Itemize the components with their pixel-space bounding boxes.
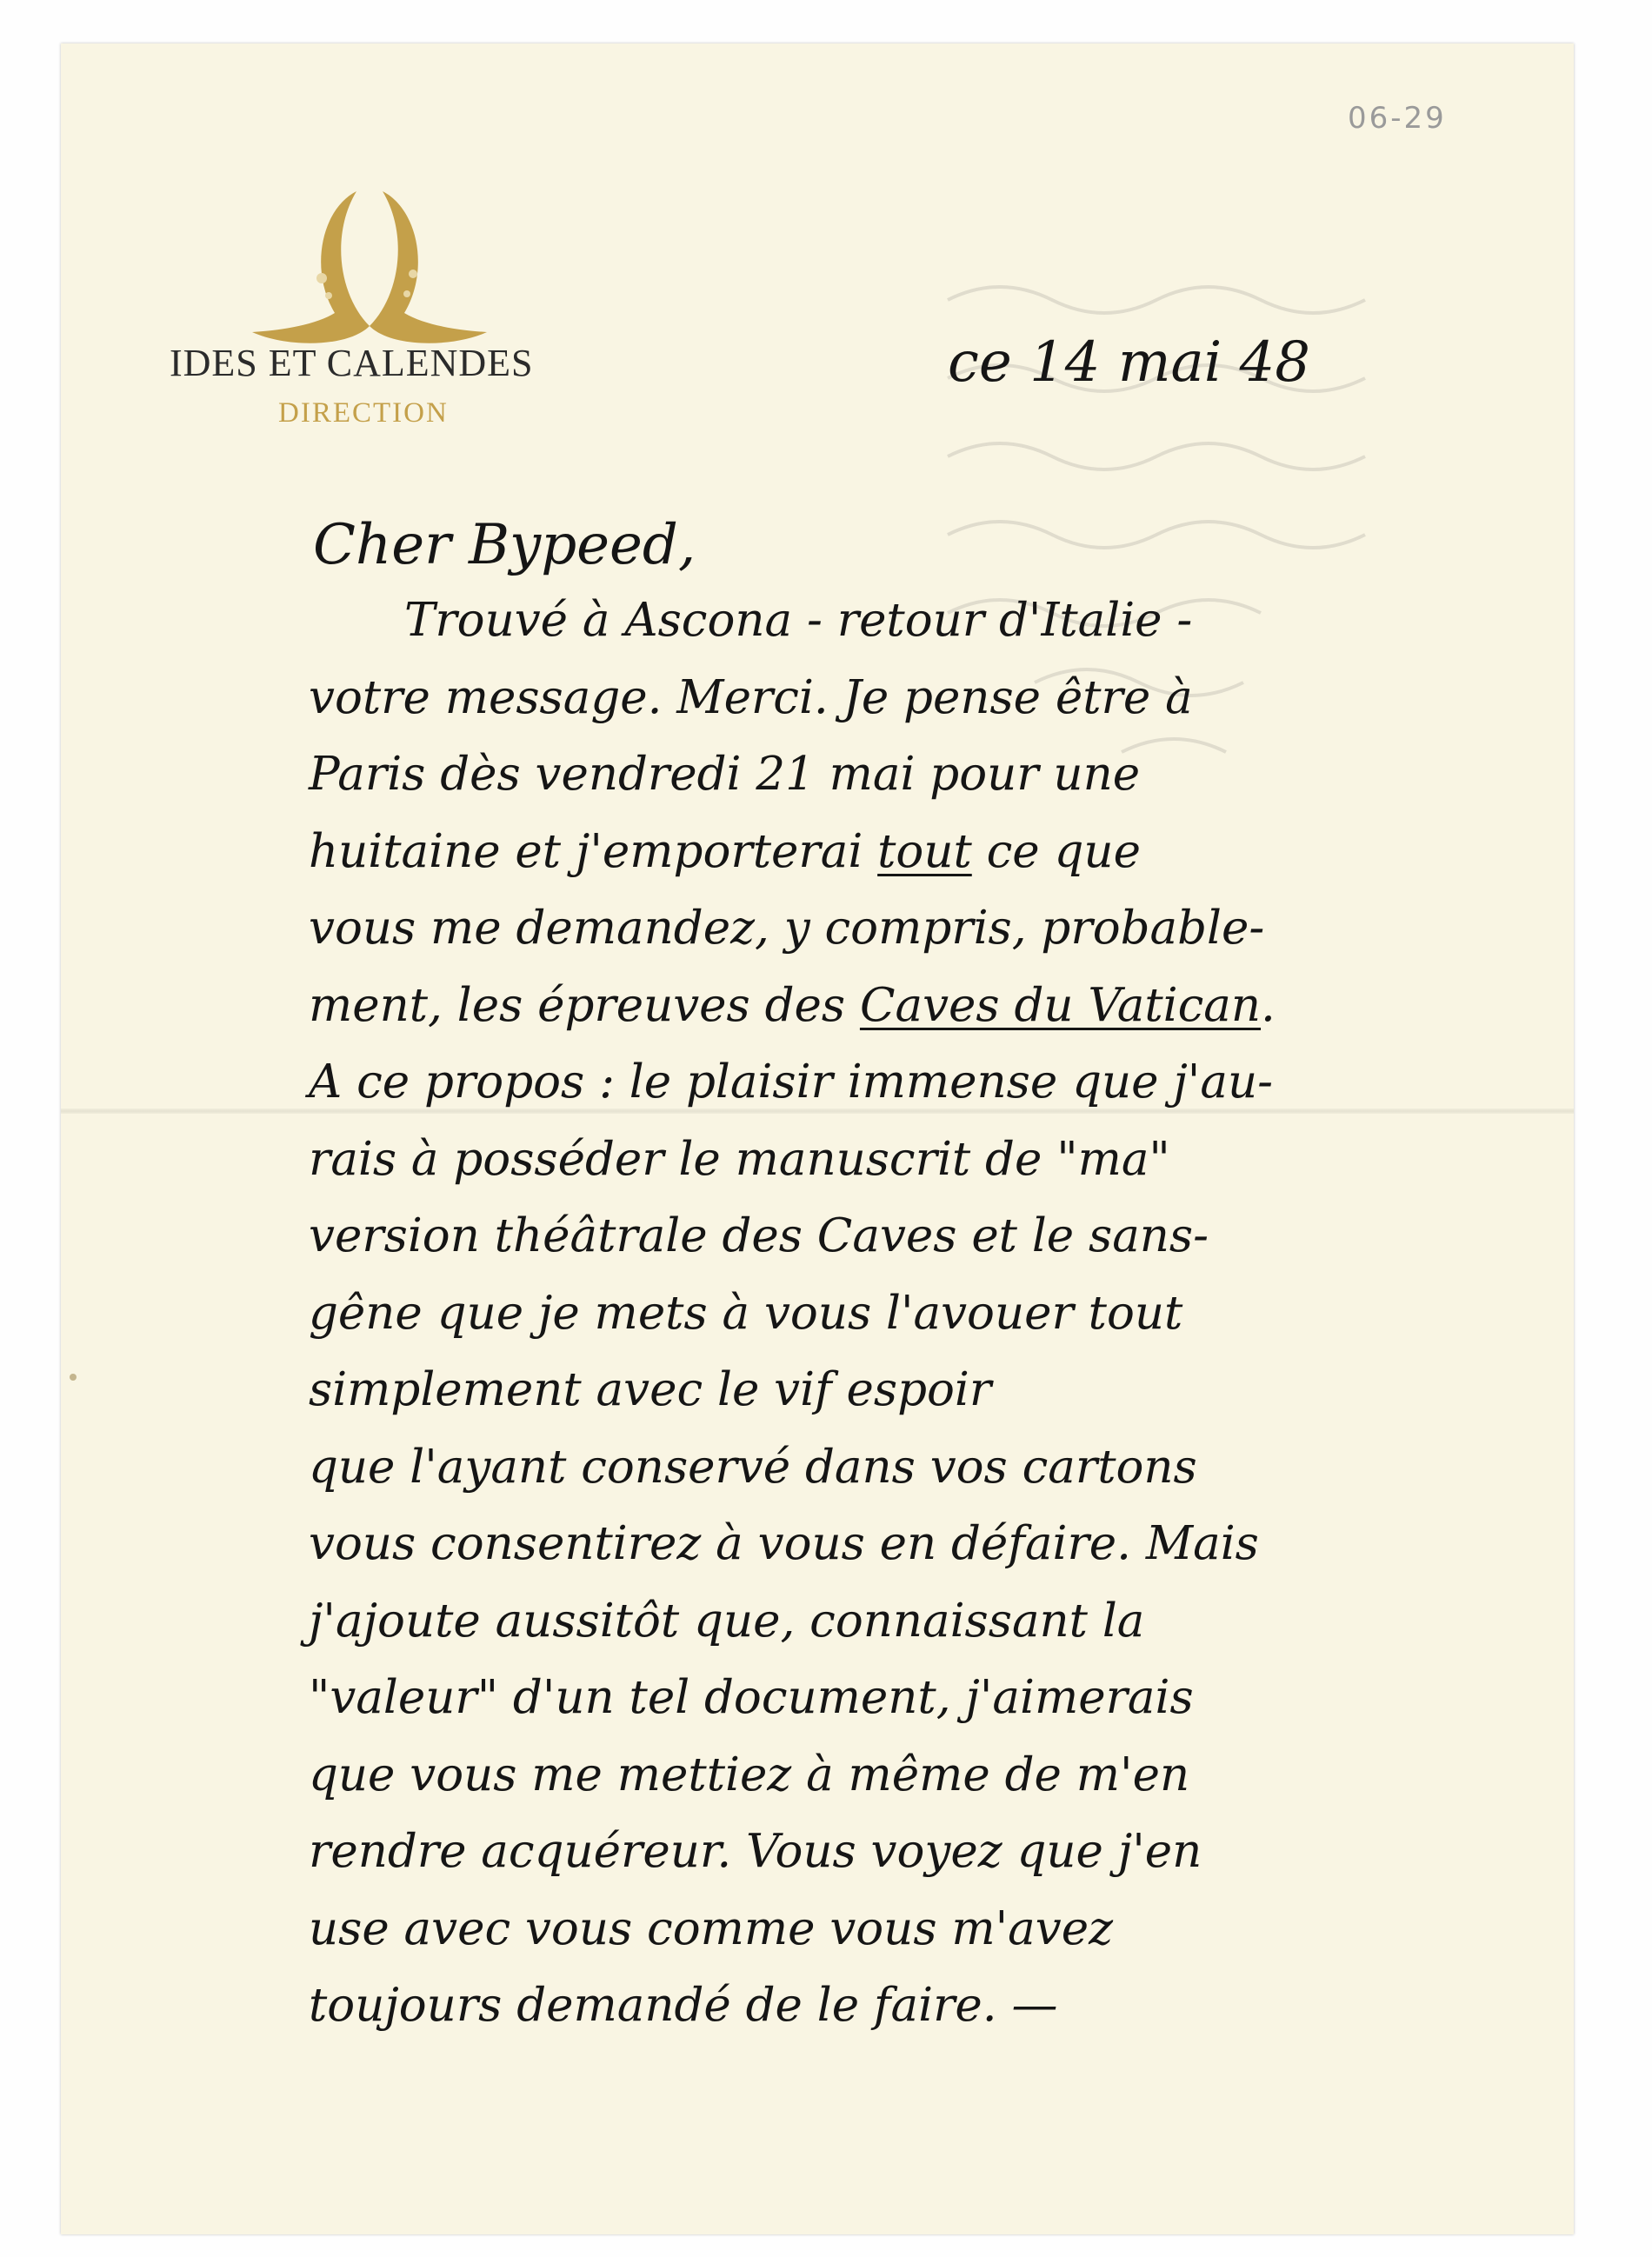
body-line: use avec vous comme vous m'avez xyxy=(309,1901,1114,1955)
body-line xyxy=(309,814,1543,891)
body-line: vous me demandez, y compris, probable- xyxy=(309,902,1265,955)
underlined-word: tout xyxy=(877,824,972,878)
body-line: j'ajoute aussitôt que, connaissant la xyxy=(309,1594,1145,1648)
letterhead-subtitle: DIRECTION xyxy=(278,397,449,429)
body-line: gêne que je mets à vous l'avouer tout xyxy=(309,1286,1183,1340)
archive-number: 06-29 xyxy=(1348,101,1447,136)
body-line: toujours demandé de le faire. — xyxy=(309,1979,1058,2032)
salutation: Cher Bypeed, xyxy=(313,513,696,577)
body-line: votre message. Merci. Je pense être à xyxy=(309,670,1193,724)
paper-stain xyxy=(70,1374,77,1381)
body-line: "valeur" d'un tel document, j'aimerais xyxy=(309,1671,1194,1724)
body-line: version théâtrale des Caves et le sans- xyxy=(309,1209,1209,1262)
body-line: que l'ayant conservé dans vos cartons xyxy=(309,1440,1197,1494)
body-line-text: . xyxy=(1261,978,1276,1032)
letter-body xyxy=(309,583,1543,2045)
body-line-text: huitaine et j'emporterai xyxy=(309,824,878,878)
underlined-title: Caves du Vatican xyxy=(859,978,1262,1032)
body-line xyxy=(309,968,1543,1045)
body-line-text: ce que xyxy=(971,824,1141,878)
body-line: simplement avec le vif espoir xyxy=(309,1363,992,1416)
body-line: rendre acquéreur. Vous voyez que j'en xyxy=(309,1825,1202,1878)
body-line: Paris dès vendredi 21 mai pour une xyxy=(309,748,1141,801)
body-line-text: ment, les épreuves des xyxy=(309,978,860,1032)
body-line: rais à posséder le manuscrit de "ma" xyxy=(309,1132,1170,1186)
letterhead-name: IDES ET CALENDES xyxy=(170,342,534,384)
letter-sheet xyxy=(61,43,1574,2234)
body-line: vous consentirez à vous en défaire. Mais xyxy=(309,1517,1259,1570)
body-line: que vous me mettiez à même de m'en xyxy=(309,1748,1190,1801)
letter-date: ce 14 mai 48 xyxy=(948,330,1310,395)
body-line: Trouvé à Ascona - retour d'Italie - xyxy=(404,594,1193,647)
body-line: A ce propos : le plaisir immense que j'au- xyxy=(309,1055,1273,1109)
